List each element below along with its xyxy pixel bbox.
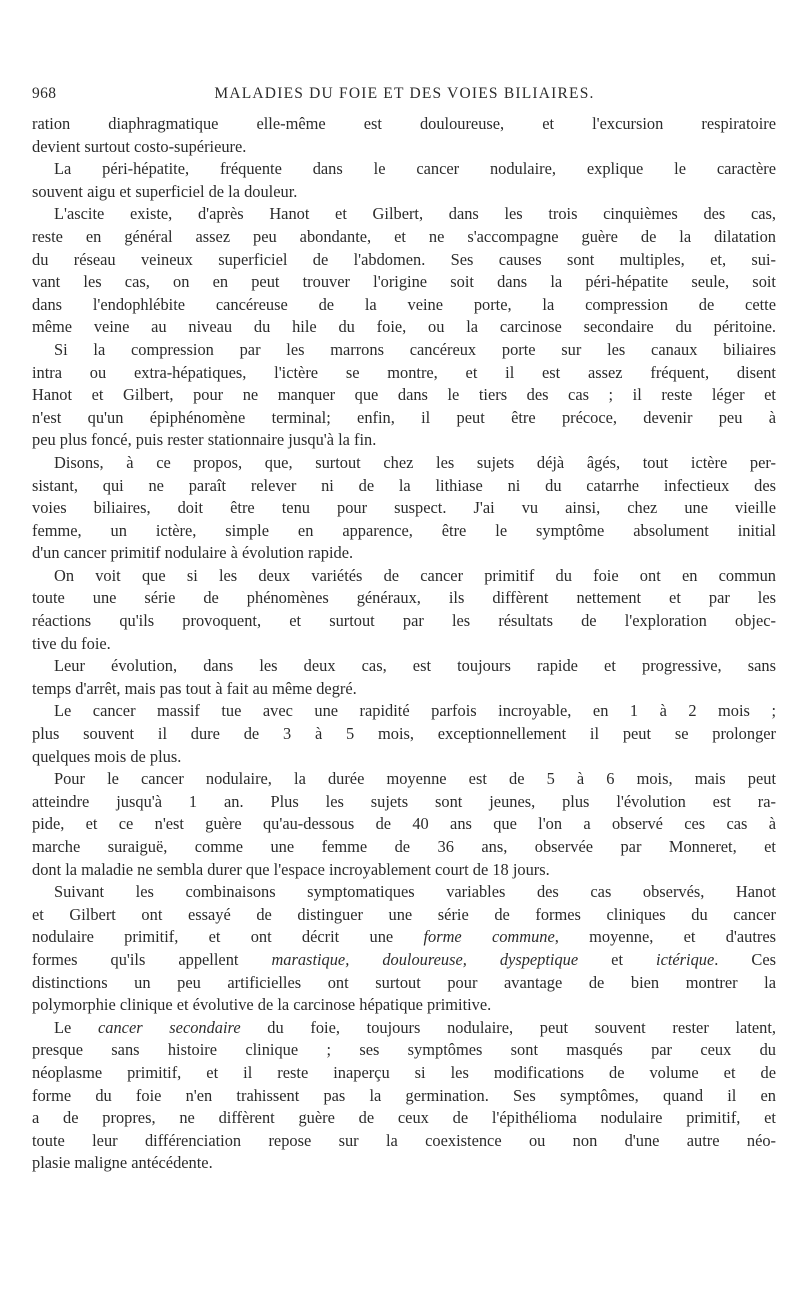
text-line [32,904,776,927]
line-text: plasie maligne antécédente. [32,1153,213,1173]
line-text: Suivant les combinaisons symptomatiques variables des cas observés, Hanot [54,882,776,902]
line-text: nodulaire primitif, et ont décrit une [32,927,424,947]
line-text: Si la compression par les marrons cancéreux porte sur les canaux biliaires [54,339,776,359]
text-line [32,1152,776,1175]
line-text: intra ou extra-hépatiques, l'ictère se montre, et il est assez fréquent, disent [32,362,776,382]
text-line [32,497,776,520]
text-line [32,723,776,746]
line-text: dans l'endophlébite cancéreuse de la veine porte, la compression de cette [32,294,776,314]
line-text: même veine au niveau du hile du foie, ou la carcinose secondaire du péritoine. [32,317,776,337]
line-text: Disons, à ce propos, que, surtout chez les sujets déjà âgés, tout ictère per- [54,452,776,472]
italic-text: ictérique [656,949,715,969]
line-text: temps d'arrêt, mais pas tout à fait au même degré. [32,678,357,698]
text-line [32,1107,776,1130]
line-text: néoplasme primitif, et il reste inaperçu si les modifications de volume et de [32,1062,776,1082]
line-text: a de propres, ne diffèrent guère de ceux de l'épithélioma nodulaire primitif, et [32,1108,776,1128]
line-text: plus souvent il dure de 3 à 5 mois, exceptionnellement il peut se prolonger [32,724,776,744]
text-line [32,1039,776,1062]
text-line [32,429,776,452]
line-text: Pour le cancer nodulaire, la durée moyenne est de 5 à 6 mois, mais peut [54,769,776,789]
text-line [32,158,776,181]
line-text: quelques mois de plus. [32,746,182,766]
text-line [32,226,776,249]
text-line [32,203,776,226]
text-line [32,362,776,385]
text-line [32,813,776,836]
text-line [32,972,776,995]
text-line [32,587,776,610]
line-text: Leur évolution, dans les deux cas, est toujours rapide et progressive, sans [54,656,776,676]
line-text: Le [54,1017,98,1037]
line-text: , moyenne, et d'autres [554,927,776,947]
line-text: réactions qu'ils provoquent, et surtout par les résultats de l'exploration objec- [32,611,776,631]
text-line [32,316,776,339]
line-text: reste en général assez peu abondante, et ne s'accompagne guère de la dilatation [32,226,776,246]
line-text: ration diaphragmatique elle-même est douloureuse, et l'excursion respiratoire [32,114,776,133]
line-text: et [578,949,657,969]
text-line [32,746,776,769]
line-text: devient surtout costo-supérieure. [32,136,247,156]
line-text: presque sans histoire clinique ; ses symptômes sont masqués par ceux du [32,1040,776,1060]
page-number: 968 [32,85,57,102]
line-text: L'ascite existe, d'après Hanot et Gilbert, dans les trois cinquièmes des cas, [54,204,776,224]
line-text: du foie, toujours nodulaire, peut souvent rester latent, [240,1017,776,1037]
text-line [32,949,776,972]
text-line [32,339,776,362]
line-text: souvent aigu et superficiel de la douleur. [32,181,298,201]
text-line [32,1085,776,1108]
line-text: femme, un ictère, simple en apparence, être le symptôme absolument initial [32,520,776,540]
text-line [32,859,776,882]
text-line [32,836,776,859]
italic-text: forme commune [423,927,555,947]
line-text: tive du foie. [32,633,111,653]
text-line [32,407,776,430]
text-line [32,520,776,543]
body-text [32,113,776,1175]
line-text: Le cancer massif tue avec une rapidité parfois incroyable, en 1 à 2 mois ; [54,701,776,721]
italic-text: marastique, douloureuse, dyspeptique [271,949,579,969]
text-line [32,926,776,949]
text-line [32,700,776,723]
text-line [32,542,776,565]
text-line [32,1062,776,1085]
line-text: du réseau veineux superficiel de l'abdomen. Ses causes sont multiples, et, sui- [32,249,776,269]
text-line [32,452,776,475]
text-line [32,791,776,814]
line-text: atteindre jusqu'à 1 an. Plus les sujets sont jeunes, plus l'évolution est ra- [32,791,776,811]
line-text: vant les cas, on en peut trouver l'origine soit dans la péri-hépatite seule, soit [32,272,776,292]
line-text: . Ces [714,949,776,969]
text-line [32,181,776,204]
line-text: et Gilbert ont essayé de distinguer une série de formes cliniques du cancer [32,904,776,924]
text-line [32,881,776,904]
line-text: toute leur différenciation repose sur la coexistence ou non d'une autre néo- [32,1130,776,1150]
line-text: d'un cancer primitif nodulaire à évolution rapide. [32,543,354,563]
text-line [32,271,776,294]
text-line [32,1017,776,1040]
text-line [32,136,776,159]
line-text: n'est qu'un épiphénomène terminal; enfin, il peut être précoce, devenir peu à [32,407,776,427]
italic-text: cancer secondaire [98,1017,241,1037]
line-text: Hanot et Gilbert, pour ne manquer que dans le tiers des cas ; il reste léger et [32,385,776,405]
text-line [32,768,776,791]
line-text: La péri-hépatite, fréquente dans le cancer nodulaire, explique le caractère [54,159,776,179]
text-line [32,655,776,678]
line-text: marche suraiguë, comme une femme de 36 ans, observée par Monneret, et [32,837,776,856]
line-text: peu plus foncé, puis rester stationnaire jusqu'à la fin. [32,430,377,450]
running-head [32,85,777,107]
line-text: forme du foie n'en trahissent pas la germination. Ses symptômes, quand il en [32,1085,776,1105]
running-head-title: MALADIES DU FOIE ET DES VOIES BILIAIRES. [214,85,595,102]
text-line [32,633,776,656]
text-line [32,610,776,633]
line-text: On voit que si les deux variétés de cancer primitif du foie ont en commun [54,565,776,585]
text-line [32,994,776,1017]
text-line [32,475,776,498]
line-text: pide, et ce n'est guère qu'au-dessous de 40 ans que l'on a observé ces cas à [32,814,776,834]
text-line [32,565,776,588]
text-line [32,113,776,136]
text-line [32,249,776,272]
line-text: toute une série de phénomènes généraux, ils diffèrent nettement et par les [32,588,776,608]
line-text: dont la maladie ne sembla durer que l'espace incroyablement court de 18 jours. [32,859,550,879]
text-line [32,1130,776,1153]
line-text: sistant, qui ne paraît relever ni de la lithiase ni du catarrhe infectieux des [32,475,776,495]
line-text: voies biliaires, doit être tenu pour suspect. J'ai vu ainsi, chez une vieille [32,498,776,518]
line-text: distinctions un peu artificielles ont surtout pour avantage de bien montrer la [32,972,776,992]
text-line [32,384,776,407]
text-line [32,678,776,701]
line-text: formes qu'ils appellent [32,949,272,969]
line-text: polymorphie clinique et évolutive de la carcinose hépatique primitive. [32,995,492,1015]
text-line [32,294,776,317]
